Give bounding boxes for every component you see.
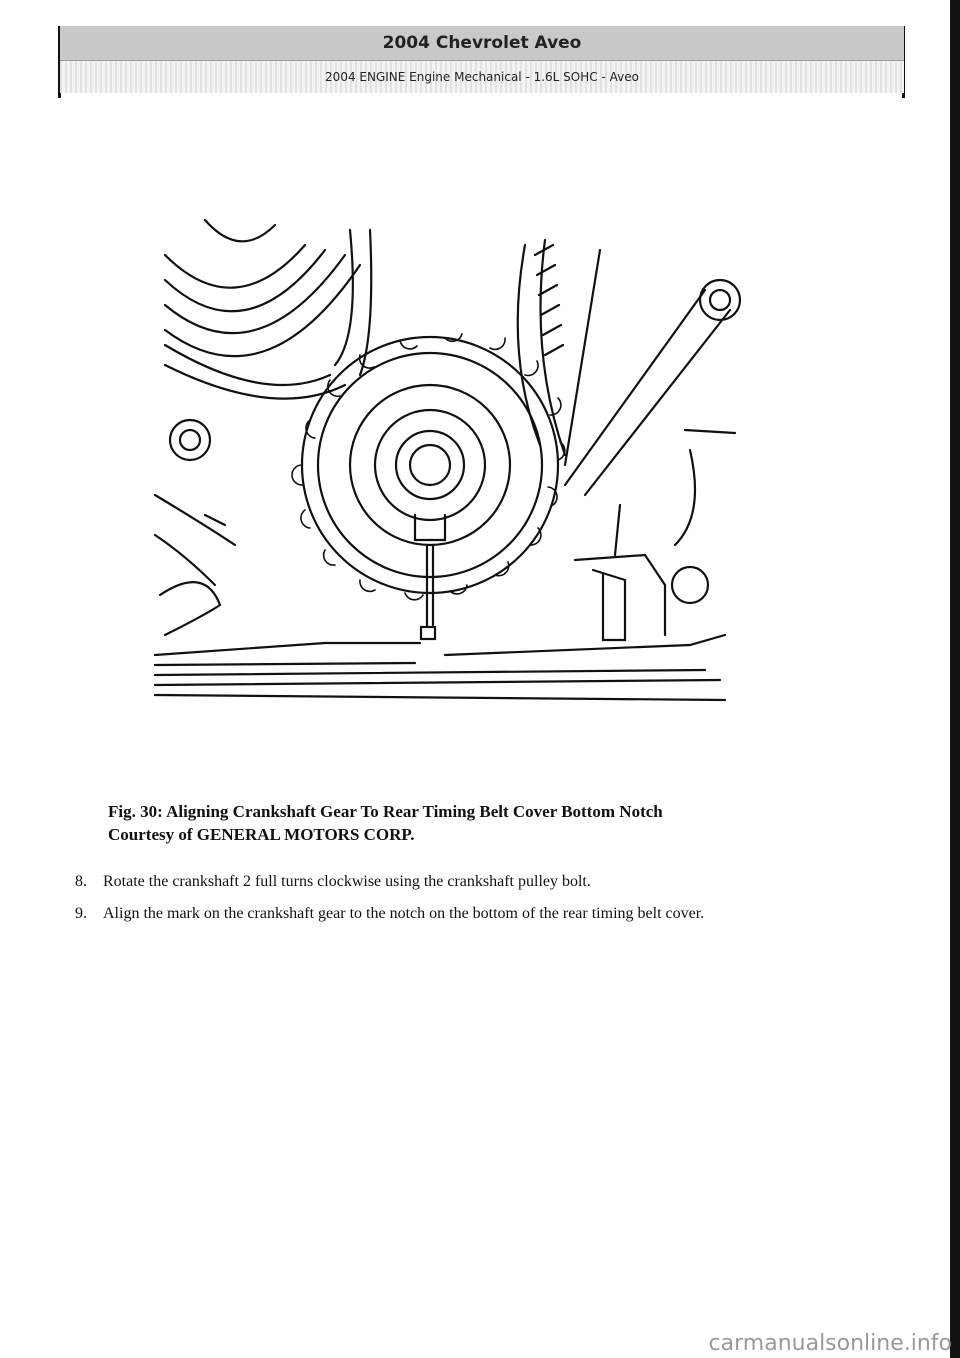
tensioner-arm <box>565 280 740 495</box>
left-bolt <box>170 420 210 460</box>
crankshaft-gear-teeth <box>292 334 565 600</box>
lower-right-housing <box>575 430 735 640</box>
step-number: 8. <box>75 873 87 890</box>
caption-title: Fig. 30: Aligning Crankshaft Gear To Rear Timing Belt Cover Bottom Notch <box>108 802 663 821</box>
list-item <box>75 872 905 892</box>
step-text: Rotate the crankshaft 2 full turns clockwise using the crankshaft pulley bolt. <box>103 873 591 890</box>
figure-caption <box>108 800 888 846</box>
document-header <box>60 26 904 96</box>
step-text: Align the mark on the crankshaft gear to the notch on the bottom of the rear timing belt cover. <box>103 905 705 922</box>
right-page-edge-bar <box>950 0 960 1358</box>
crankshaft-gear-illustration <box>145 215 745 715</box>
list-item <box>75 904 905 924</box>
source-watermark: carmanualsonline.info <box>708 1331 952 1356</box>
document-subtitle: 2004 ENGINE Engine Mechanical - 1.6L SOHC - Aveo <box>60 61 904 93</box>
upper-left-pulley <box>165 220 360 356</box>
step-number: 9. <box>75 905 87 922</box>
document-title: 2004 Chevrolet Aveo <box>60 26 904 61</box>
rear-cover-lines <box>155 495 725 700</box>
crankshaft-gear <box>302 337 558 593</box>
timing-belt-right-run <box>518 240 600 465</box>
procedure-steps <box>75 872 905 936</box>
caption-credit: Courtesy of GENERAL MOTORS CORP. <box>108 825 415 844</box>
